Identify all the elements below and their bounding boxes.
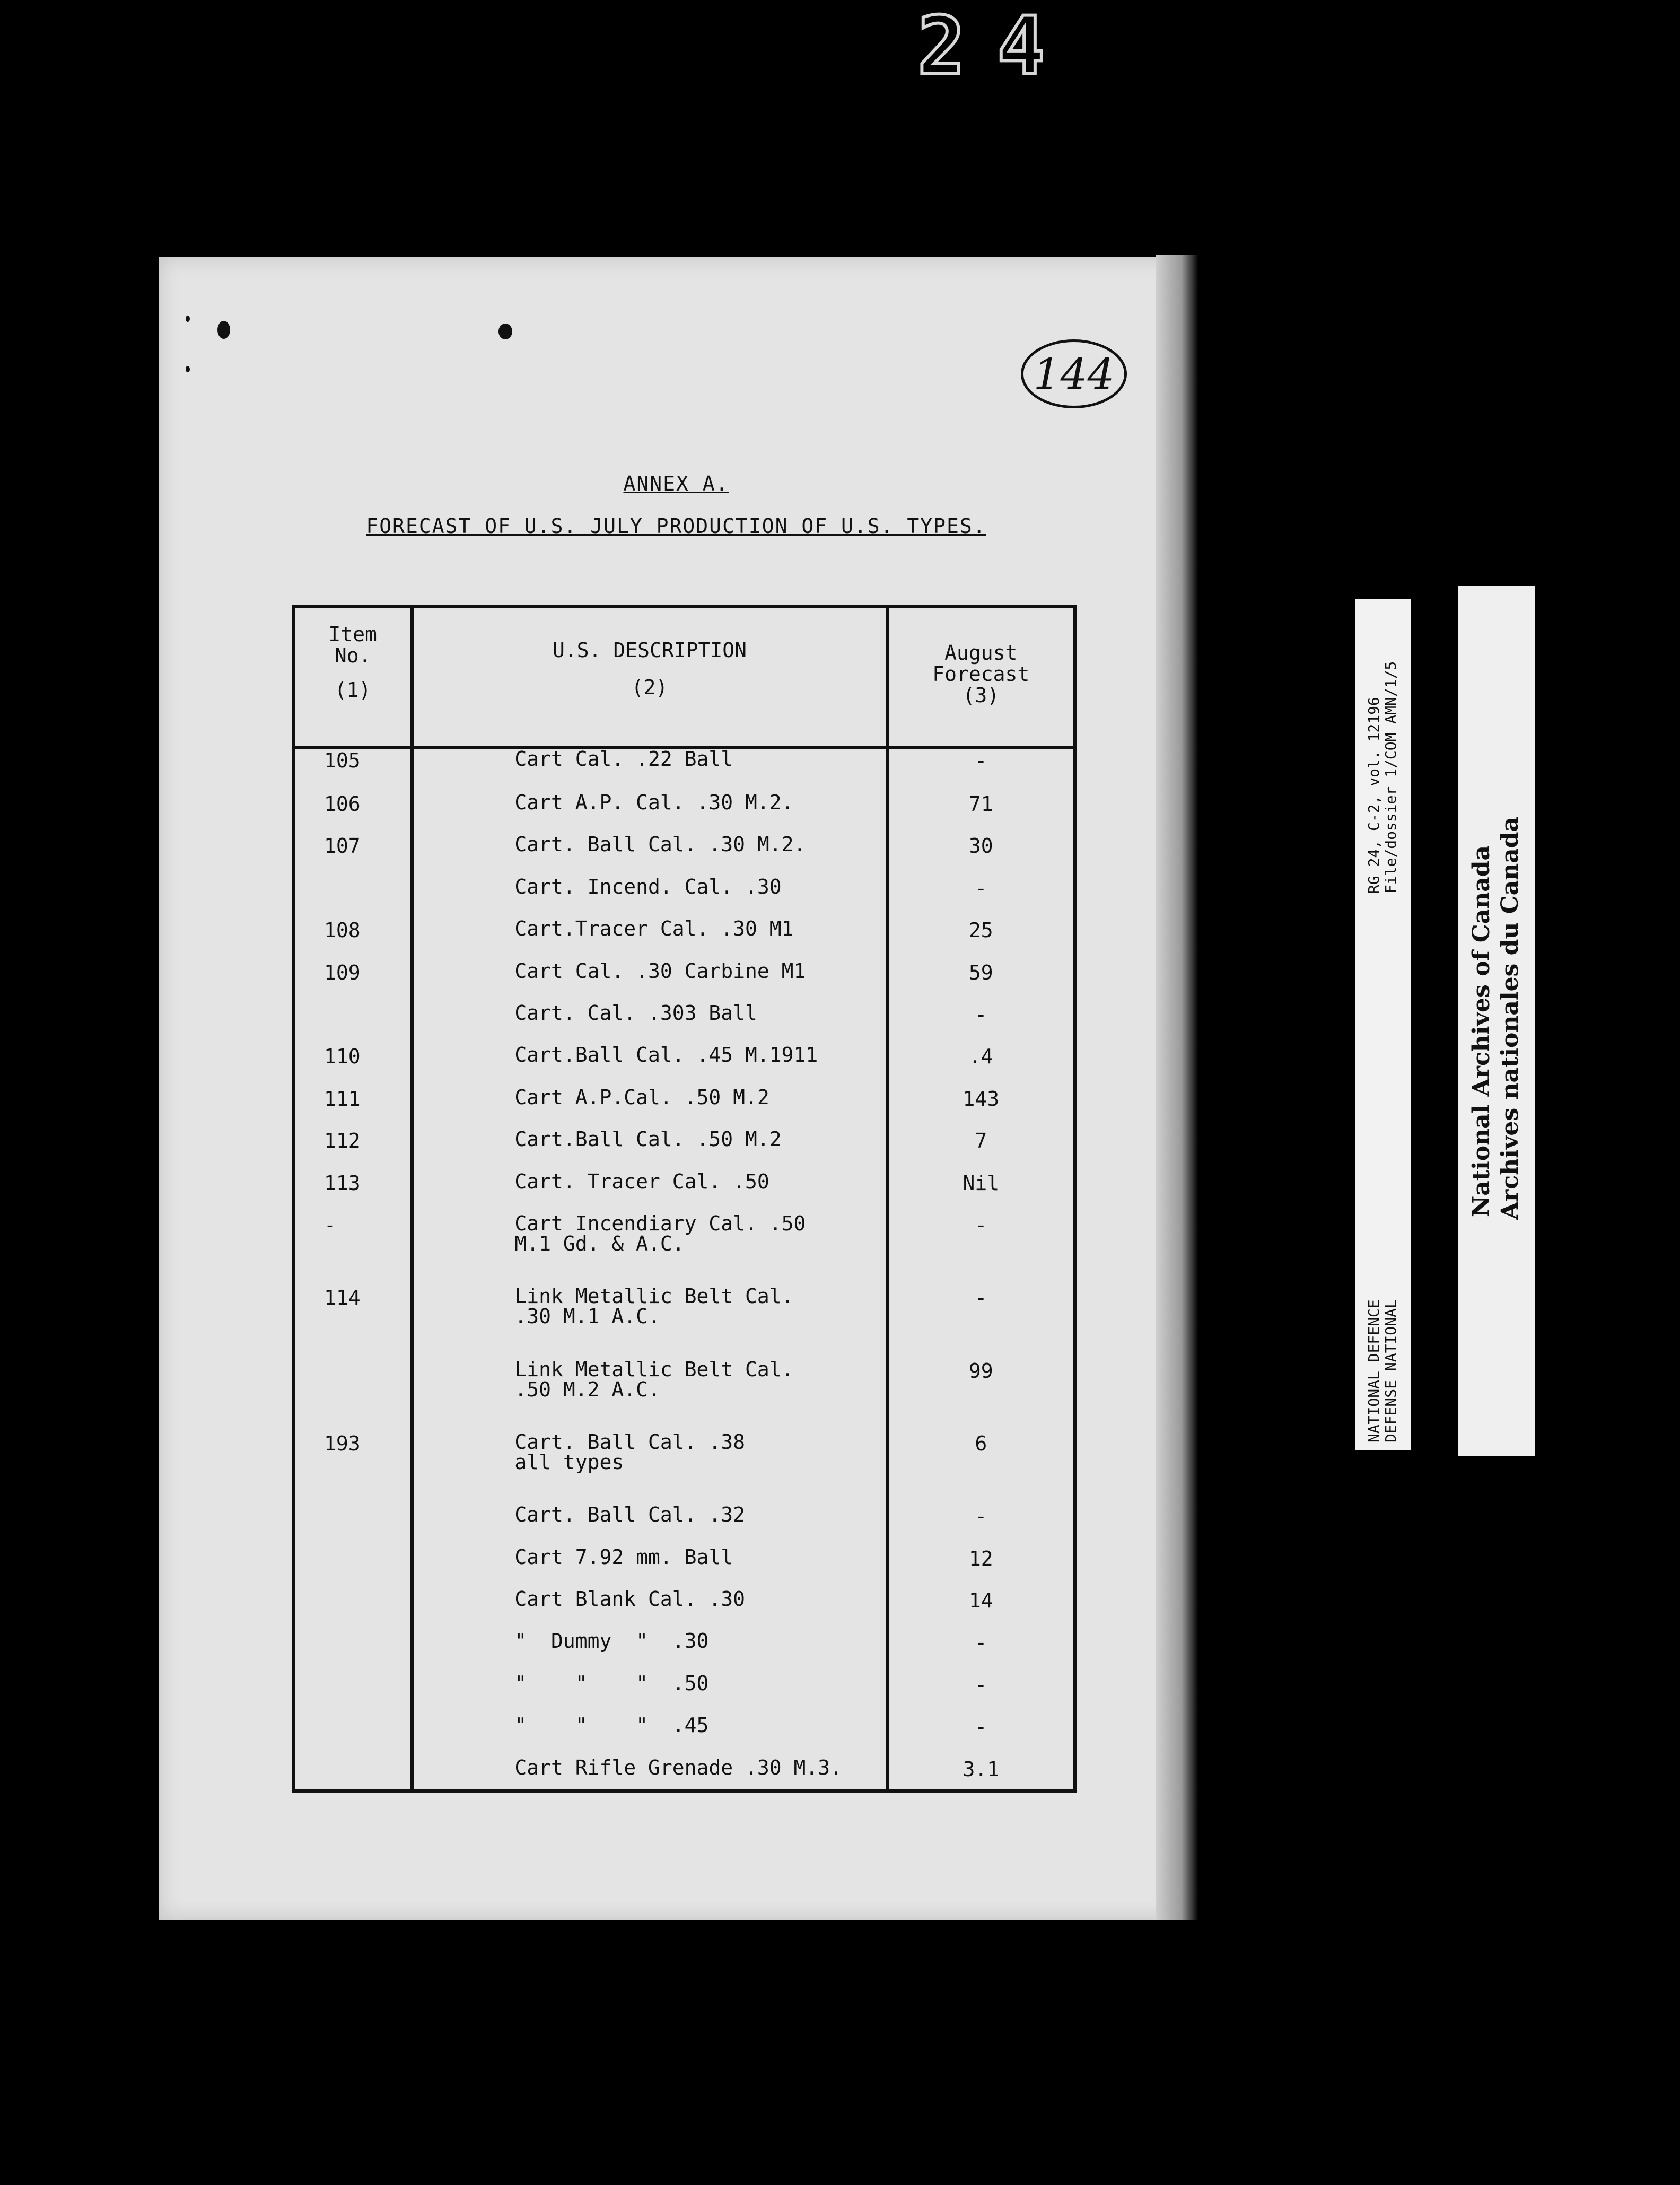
description-line: Cart. Ball Cal. .32 bbox=[514, 1503, 746, 1527]
punch-mark bbox=[186, 316, 190, 322]
description-line: " " " .45 bbox=[514, 1714, 709, 1737]
item-number-cell: 110 bbox=[293, 1045, 412, 1087]
forecast-cell: 59 bbox=[887, 961, 1075, 1003]
description-cell bbox=[412, 1169, 887, 1213]
description-line: Cart Cal. .30 Carbine M1 bbox=[514, 959, 806, 983]
archive-name-en: National Archives of Canada bbox=[1468, 845, 1495, 1217]
table-row bbox=[293, 961, 1075, 1003]
header-forecast: August Forecast (3) bbox=[887, 606, 1075, 747]
description-cell bbox=[412, 1505, 887, 1546]
item-number-cell bbox=[293, 1003, 412, 1045]
description-cell bbox=[412, 877, 887, 919]
description-cell bbox=[412, 1213, 887, 1286]
table-row bbox=[293, 747, 1075, 792]
punch-hole bbox=[217, 321, 230, 339]
folio-number: 144 bbox=[1021, 339, 1127, 408]
forecast-cell: .4 bbox=[887, 1045, 1075, 1087]
description-line: Cart. Ball Cal. .38 bbox=[514, 1430, 746, 1454]
forecast-cell: - bbox=[887, 1505, 1075, 1546]
forecast-cell: - bbox=[887, 877, 1075, 919]
description-line: Cart. Ball Cal. .30 M.2. bbox=[514, 833, 806, 856]
description-line: Cart Incendiary Cal. .50 bbox=[514, 1212, 806, 1236]
annex-title: ANNEX A. bbox=[623, 472, 729, 495]
item-number-cell bbox=[293, 1547, 412, 1589]
item-number-cell: - bbox=[293, 1213, 412, 1286]
punch-hole bbox=[498, 324, 512, 339]
description-cell bbox=[412, 1003, 887, 1045]
item-number-cell: 109 bbox=[293, 961, 412, 1003]
table-row bbox=[293, 1715, 1075, 1758]
item-number-cell: 107 bbox=[293, 834, 412, 876]
archive-reference-stamp bbox=[1355, 599, 1411, 1450]
description-line: Cart 7.92 mm. Ball bbox=[514, 1545, 733, 1569]
punch-mark bbox=[186, 366, 190, 372]
description-cell bbox=[412, 1758, 887, 1791]
table-row bbox=[293, 1172, 1075, 1213]
description-line: Cart.Ball Cal. .45 M.1911 bbox=[514, 1043, 818, 1067]
description-cell bbox=[412, 919, 887, 960]
table-row bbox=[293, 1589, 1075, 1631]
table-row bbox=[293, 1129, 1075, 1171]
forecast-cell: 99 bbox=[887, 1359, 1075, 1432]
description-line: Link Metallic Belt Cal. bbox=[514, 1357, 794, 1381]
forecast-cell: 3.1 bbox=[887, 1758, 1075, 1791]
table-row bbox=[293, 1432, 1075, 1505]
item-number-cell: 114 bbox=[293, 1286, 412, 1359]
description-line: Cart A.P. Cal. .30 M.2. bbox=[514, 790, 794, 814]
table-row bbox=[293, 919, 1075, 960]
page-edge bbox=[1156, 255, 1198, 1920]
item-number-cell bbox=[293, 1589, 412, 1631]
description-cell bbox=[412, 1631, 887, 1673]
description-cell bbox=[412, 1087, 887, 1129]
table-row bbox=[293, 1547, 1075, 1589]
description-line: " Dummy " .30 bbox=[514, 1629, 709, 1653]
description-line: Cart. Tracer Cal. .50 bbox=[514, 1169, 769, 1193]
table-row bbox=[293, 1673, 1075, 1715]
description-cell bbox=[412, 961, 887, 1003]
header-item-no: Item No. (1) bbox=[293, 606, 412, 747]
frame-number: 24 bbox=[917, 0, 1077, 92]
table-row bbox=[293, 1213, 1075, 1286]
archive-ref-line4: DEFENSE NATIONAL bbox=[1382, 1299, 1399, 1443]
description-cell bbox=[412, 1715, 887, 1758]
forecast-cell: 30 bbox=[887, 834, 1075, 876]
description-cell bbox=[412, 747, 887, 792]
item-number-cell bbox=[293, 1715, 412, 1758]
forecast-cell: 7 bbox=[887, 1129, 1075, 1171]
description-cell bbox=[412, 1547, 887, 1589]
forecast-cell: - bbox=[887, 1003, 1075, 1045]
description-line: Cart.Ball Cal. .50 M.2 bbox=[514, 1128, 782, 1151]
forecast-cell: Nil bbox=[887, 1172, 1075, 1213]
forecast-cell: - bbox=[887, 1286, 1075, 1359]
description-line: Cart. Cal. .303 Ball bbox=[514, 1001, 757, 1025]
table-header-row bbox=[293, 606, 1075, 747]
archive-name-fr: Archives nationales du Canada bbox=[1497, 816, 1524, 1220]
item-number-cell bbox=[293, 1359, 412, 1432]
archive-ref-line1: RG 24, C-2, vol. 12196 bbox=[1365, 697, 1382, 894]
forecast-cell: - bbox=[887, 1715, 1075, 1758]
table-row bbox=[293, 1505, 1075, 1546]
forecast-cell: 25 bbox=[887, 919, 1075, 960]
description-line: Link Metallic Belt Cal. bbox=[514, 1284, 794, 1308]
annex-subtitle: FORECAST OF U.S. JULY PRODUCTION OF U.S. TYPES. bbox=[366, 514, 986, 538]
forecast-cell: 71 bbox=[887, 792, 1075, 834]
forecast-cell: - bbox=[887, 747, 1075, 792]
forecast-cell: - bbox=[887, 1213, 1075, 1286]
description-line: all types bbox=[514, 1450, 624, 1474]
forecast-cell: 12 bbox=[887, 1547, 1075, 1589]
description-line: M.1 Gd. & A.C. bbox=[514, 1232, 685, 1256]
description-line: Cart Rifle Grenade .30 M.3. bbox=[514, 1756, 843, 1779]
archive-ref-line3: NATIONAL DEFENCE bbox=[1365, 1299, 1382, 1443]
table-row bbox=[293, 1758, 1075, 1791]
table-row bbox=[293, 877, 1075, 919]
table-row bbox=[293, 792, 1075, 834]
item-number-cell bbox=[293, 1631, 412, 1673]
description-cell bbox=[412, 792, 887, 834]
description-cell bbox=[412, 1045, 887, 1087]
description-line: Cart.Tracer Cal. .30 M1 bbox=[514, 917, 794, 941]
description-line: " " " .50 bbox=[514, 1671, 709, 1695]
table-row bbox=[293, 1003, 1075, 1045]
description-cell bbox=[412, 1432, 887, 1505]
forecast-cell: 14 bbox=[887, 1589, 1075, 1631]
item-number-cell: 105 bbox=[293, 747, 412, 792]
table-row bbox=[293, 1087, 1075, 1129]
description-line: Cart A.P.Cal. .50 M.2 bbox=[514, 1085, 769, 1109]
header-description: U.S. DESCRIPTION (2) bbox=[412, 606, 887, 747]
description-cell bbox=[412, 1129, 887, 1171]
forecast-cell: 143 bbox=[887, 1087, 1075, 1129]
archive-name-stamp bbox=[1458, 586, 1535, 1456]
table-row bbox=[293, 1359, 1075, 1432]
description-line: Cart. Incend. Cal. .30 bbox=[514, 875, 782, 898]
description-cell bbox=[412, 1589, 887, 1631]
forecast-table bbox=[292, 605, 1077, 1793]
item-number-cell: 108 bbox=[293, 919, 412, 960]
item-number-cell bbox=[293, 1758, 412, 1791]
forecast-cell: 6 bbox=[887, 1432, 1075, 1505]
item-number-cell bbox=[293, 1673, 412, 1715]
forecast-cell: - bbox=[887, 1631, 1075, 1673]
description-line: Cart Blank Cal. .30 bbox=[514, 1587, 746, 1611]
item-number-cell: 193 bbox=[293, 1432, 412, 1505]
item-number-cell bbox=[293, 877, 412, 919]
item-number-cell: 112 bbox=[293, 1129, 412, 1171]
archive-ref-line2: File/dossier 1/COM AMN/1/5 bbox=[1382, 661, 1399, 894]
item-number-cell bbox=[293, 1505, 412, 1546]
description-cell bbox=[412, 1673, 887, 1715]
table-row bbox=[293, 1631, 1075, 1673]
forecast-cell: - bbox=[887, 1673, 1075, 1715]
description-cell bbox=[412, 1359, 887, 1432]
description-cell bbox=[412, 1286, 887, 1359]
item-number-cell: 111 bbox=[293, 1087, 412, 1129]
description-line: .50 M.2 A.C. bbox=[514, 1377, 660, 1401]
table-row bbox=[293, 1045, 1075, 1087]
table-row bbox=[293, 1286, 1075, 1359]
item-number-cell: 106 bbox=[293, 792, 412, 834]
item-number-cell: 113 bbox=[293, 1172, 412, 1213]
table-row bbox=[293, 834, 1075, 876]
description-line: .30 M.1 A.C. bbox=[514, 1305, 660, 1329]
description-cell bbox=[412, 834, 887, 876]
description-line: Cart Cal. .22 Ball bbox=[514, 747, 733, 771]
